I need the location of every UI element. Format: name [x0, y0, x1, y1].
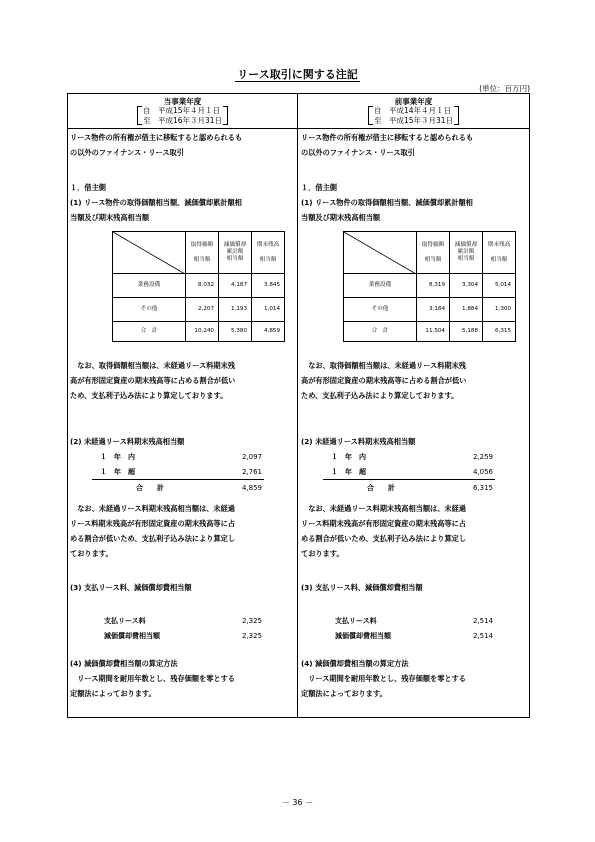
table-row: その他 3,184 1,884 1,300 [344, 298, 516, 322]
lease-payment-value: 2,514 [472, 617, 493, 625]
total-separator [323, 479, 495, 480]
table-corner-diagonal [113, 232, 186, 274]
period-header [70, 97, 295, 131]
fiscal-year-label: 前事業年度 [394, 97, 433, 106]
section-4-title: (4) 減価償却費相当額の算定方法 [301, 659, 409, 668]
section-2-title: (2) 未経過リース料期末残高相当額 [70, 437, 185, 446]
intro-text: リース物件の所有権が借主に移転すると認められるも の以外のファイナンス・リース取引 [70, 133, 243, 157]
section-1: １．借主側 (1) リース物件の取得価額相当額、減価償却累計額相 当額及び期末残高相当額 [70, 180, 295, 225]
lease-asset-table [112, 231, 285, 342]
section-4: (4) 減価償却費相当額の算定方法 リース期間を耐用年数とし、残存価額を零とする 定額法によっております。 [301, 656, 526, 701]
within-one-year-value: 2,097 [241, 453, 262, 461]
over-one-year-value: 4,056 [472, 468, 493, 476]
from-date: 平成14年４月１日 [388, 106, 451, 116]
section-2 [301, 434, 526, 449]
total-value: 6,315 [472, 484, 493, 492]
current-year-column [70, 94, 295, 698]
header-depreciation: 減価償却 累計額 相当額 [219, 232, 252, 274]
page-title: リース取引に関する注記 [237, 68, 358, 81]
table-corner-diagonal [344, 232, 417, 274]
lease-payment-label: 支払リース料 [335, 617, 377, 625]
header-depreciation: 減価償却 累計額 相当額 [450, 232, 483, 274]
column-divider [297, 93, 298, 718]
section-1-subtitle: (1) リース物件の取得価額相当額、減価償却累計額相 [301, 198, 473, 207]
section-1: １．借主側 (1) リース物件の取得価額相当額、減価償却累計額相 当額及び期末残高相当額 [301, 180, 526, 225]
to-label: 至 [373, 115, 382, 125]
section-3-title: (3) 支払リース料、減価償却費相当額 [70, 583, 192, 592]
depreciation-expense-label: 減価償却費相当額 [335, 632, 391, 640]
depreciation-expense-value: 2,514 [472, 632, 493, 640]
section-3 [70, 580, 295, 595]
intro-text: リース物件の所有権が借主に移転すると認められるも の以外のファイナンス・リース取引 [301, 133, 474, 157]
period-range [368, 106, 459, 125]
period-range [137, 106, 228, 125]
lease-payment-label: 支払リース料 [104, 617, 146, 625]
table-row-total: 合 計 10,240 5,380 4,859 [113, 322, 285, 342]
to-label: 至 [142, 115, 151, 125]
note-2: なお、未経過リース料期末残高相当額は、未経過 リース料期末残高が有形固定資産の期末残高等に占 める割合が低いため、支払利子込み法により算定し ております。 [70, 504, 236, 558]
row-label: 合 計 [344, 322, 417, 342]
total-separator [92, 479, 264, 480]
total-label: 合 計 [136, 484, 164, 492]
note-2: なお、未経過リース料期末残高相当額は、未経過 リース料期末残高が有形固定資産の期末残高等に占 める割合が低いため、支払利子込み法により算定し ております。 [301, 504, 467, 558]
within-one-year-label: １ 年 内 [331, 453, 366, 461]
section-1-title: １．借主側 [301, 183, 337, 192]
total-label: 合 計 [367, 484, 395, 492]
section-2 [70, 434, 295, 449]
table-row: その他 2,207 1,193 1,014 [113, 298, 285, 322]
section-2-title: (2) 未経過リース料期末残高相当額 [301, 437, 416, 446]
period-header [301, 97, 526, 131]
row-label: その他 [113, 298, 186, 322]
total-value: 4,859 [241, 484, 262, 492]
header-acquisition: 取得価額 相当額 [417, 232, 450, 274]
section-3-title: (3) 支払リース料、減価償却費相当額 [301, 583, 423, 592]
header-acquisition: 取得価額 相当額 [186, 232, 219, 274]
section-3 [301, 580, 526, 595]
within-one-year-label: １ 年 内 [100, 453, 135, 461]
from-label: 自 [373, 106, 382, 116]
row-label: 合 計 [113, 322, 186, 342]
section-1-subtitle: (1) リース物件の取得価額相当額、減価償却累計額相 [70, 198, 242, 207]
from-label: 自 [142, 106, 151, 116]
lease-payment-value: 2,325 [241, 617, 262, 625]
within-one-year-value: 2,259 [472, 453, 493, 461]
unit-label: (単位：百万円) [479, 84, 530, 93]
over-one-year-value: 2,761 [241, 468, 262, 476]
row-label: 業務設備 [344, 274, 417, 298]
header-ending-balance: 期末残高 相当額 [483, 232, 516, 274]
table-row: 業務設備 8,319 3,304 5,014 [344, 274, 516, 298]
row-label: 業務設備 [113, 274, 186, 298]
from-date: 平成15年４月１日 [157, 106, 220, 116]
note-1: なお、取得価額相当額は、未経過リース料期末残 高が有形固定資産の期末残高等に占める割合が低い ため、支払利子込み法により算定しております。 [301, 361, 467, 400]
lease-asset-table [343, 231, 516, 342]
to-date: 平成16年３月31日 [157, 115, 223, 125]
depreciation-expense-label: 減価償却費相当額 [104, 632, 160, 640]
header-ending-balance: 期末残高 相当額 [252, 232, 285, 274]
over-one-year-label: １ 年 超 [100, 468, 135, 476]
table-row: 業務設備 8,032 4,187 3,845 [113, 274, 285, 298]
section-1-title: １．借主側 [70, 183, 106, 192]
to-date: 平成15年３月31日 [388, 115, 454, 125]
over-one-year-label: １ 年 超 [331, 468, 366, 476]
section-4: (4) 減価償却費相当額の算定方法 リース期間を耐用年数とし、残存価額を零とする 定額法によっております。 [70, 656, 295, 701]
note-1: なお、取得価額相当額は、未経過リース料期末残 高が有形固定資産の期末残高等に占める割合が低い ため、支払利子込み法により算定しております。 [70, 361, 236, 400]
fiscal-year-label: 当事業年度 [163, 97, 202, 106]
table-row-total: 合 計 11,504 5,188 6,315 [344, 322, 516, 342]
page-number: － 36 － [281, 798, 314, 807]
section-4-title: (4) 減価償却費相当額の算定方法 [70, 659, 178, 668]
prior-year-column [301, 94, 526, 698]
row-label: その他 [344, 298, 417, 322]
depreciation-expense-value: 2,325 [241, 632, 262, 640]
